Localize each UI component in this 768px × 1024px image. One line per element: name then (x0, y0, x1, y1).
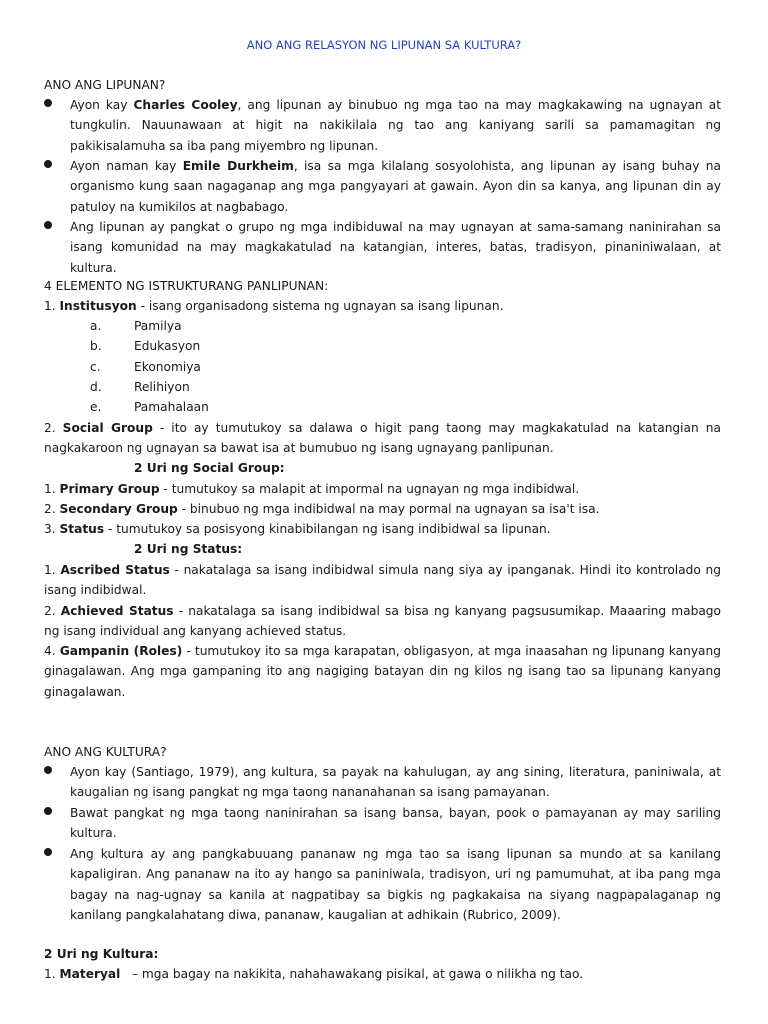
list-item-primary-group: 1. Primary Group - tumutukoy sa malapit at impormal na ugnayan ng mga indibidwal. (44, 482, 580, 496)
bullet-item: Ayon naman kay Emile Durkheim, isa sa mga kilalang sosyolohista, ang lipunan ay isang buhay na organismo kung saan nagaganap ang mga pangyayari at gawain. Ayon din sa kanya, ang lipunan din ay patuloy na kumikilos at nagbabago. (44, 156, 721, 218)
list-item-status: 3. Status - tumutukoy sa posisyong kinabibilangan ng isang indibidwal sa lipunan. (44, 522, 551, 536)
section-heading-uri-kultura: 2 Uri ng Kultura: (44, 947, 159, 961)
sub-item-text: Edukasyon (134, 339, 201, 353)
list-item-ascribed-status: 1. Ascribed Status - nakatalaga sa isang indibidwal simula nang siya ay ipanganak. Hindi ito kontrolado ng isang indibidwal. (44, 563, 721, 598)
bullet-item: Ang kultura ay ang pangkabuuang pananaw ng mga tao sa isang lipunan sa mundo at sa kanilang kapaligiran. Ang pananaw na ito ay hango sa paniniwala, tradisyon, uri ng pamumuhat, at iba pang mga bagay na nag-ugnay sa kanila at nagpatibay sa bigkis ng pagkakaisa na siyang nagpapalaganap ng kanilang pangkalahatang diwa, pananaw, kaugalian at adhikain (Rubrico, 2009). (44, 844, 721, 926)
document-title: ANO ANG RELASYON NG LIPUNAN SA KULTURA? (246, 38, 522, 52)
sub-item-text: Pamahalaan (134, 400, 209, 414)
sub-item-letter: a. (90, 319, 102, 333)
sub-item-letter: e. (90, 400, 102, 414)
bullet-item: Ang lipunan ay pangkat o grupo ng mga indibiduwal na may ugnayan at sama-samang naninirahan sa isang komunidad na may magkakatulad na katangian, interes, batas, tradisyon, pinaniniwalaan, at kultura. (44, 217, 721, 259)
subheading-social-group: 2 Uri ng Social Group: (134, 461, 285, 475)
bullet-icon (44, 766, 52, 774)
subheading-status: 2 Uri ng Status: (134, 542, 243, 556)
section-heading-kultura: ANO ANG KULTURA? (44, 745, 167, 759)
sub-item-letter: b. (90, 339, 102, 353)
bullet-icon (44, 99, 52, 107)
section-heading-elemento: 4 ELEMENTO NG ISTRUKTURANG PANLIPUNAN: (44, 279, 329, 293)
list-item-achieved-status: 2. Achieved Status - nakatalaga sa isang indibidwal sa bisa ng kanyang pagsusumikap. Maaaring mabago ng isang individual ang kanyang achieved status. (44, 604, 721, 639)
sub-item-letter: d. (90, 380, 102, 394)
list-item-institusyon: 1. Institusyon - isang organisadong sistema ng ugnayan sa isang lipunan. (44, 299, 504, 313)
list-item-materyal: 1. Materyal – mga bagay na nakikita, nahahawakang pisikal, at gawa o nilikha ng tao. (44, 967, 584, 981)
sub-item-text: Pamilya (134, 319, 182, 333)
bullet-icon (44, 848, 52, 856)
list-item-secondary-group: 2. Secondary Group - binubuo ng mga indibidwal na may pormal na ugnayan sa isa't isa. (44, 502, 600, 516)
bullet-icon (44, 160, 52, 168)
sub-item-letter: c. (90, 360, 101, 374)
list-item-gampanin: 4. Gampanin (Roles) - tumutukoy ito sa mga karapatan, obligasyon, at mga inaasahan ng lipunang kanyang ginagalawan. Ang mga gampaning ito ang nagiging batayan din ng kilos ng isang tao sa lipunang kanyang ginagalawan. (44, 644, 721, 699)
bullet-icon (44, 221, 52, 229)
bullet-item: Ayon kay Charles Cooley, ang lipunan ay binubuo ng mga tao na may magkakawing na ugnayan at tungkulin. Nauunawaan at higit na nakikilala ng tao ang kaniyang sarili sa pamamagitan ng pakikisalamuha sa iba pang miyembro ng lipunan. (44, 95, 721, 157)
sub-item-text: Ekonomiya (134, 360, 201, 374)
bullet-item: Bawat pangkat ng mga taong naninirahan sa isang bansa, bayan, pook o pamayanan ay may sariling kultura. (44, 803, 721, 845)
bullet-icon (44, 807, 52, 815)
sub-item-text: Relihiyon (134, 380, 190, 394)
list-item-social-group: 2. Social Group - ito ay tumutukoy sa dalawa o higit pang taong may magkakatulad na katangian na nagkakaroon ng ugnayan sa bawat isa at bumubuo ng isang ugnayang panlipunan. (44, 421, 721, 456)
bullet-item: Ayon kay (Santiago, 1979), ang kultura, sa payak na kahulugan, ay ang sining, literatura, paniniwala, at kaugalian ng isang pangkat ng mga taong nananahanan sa isang pamayanan. (44, 762, 721, 804)
section-heading-lipunan: ANO ANG LIPUNAN? (44, 78, 166, 92)
